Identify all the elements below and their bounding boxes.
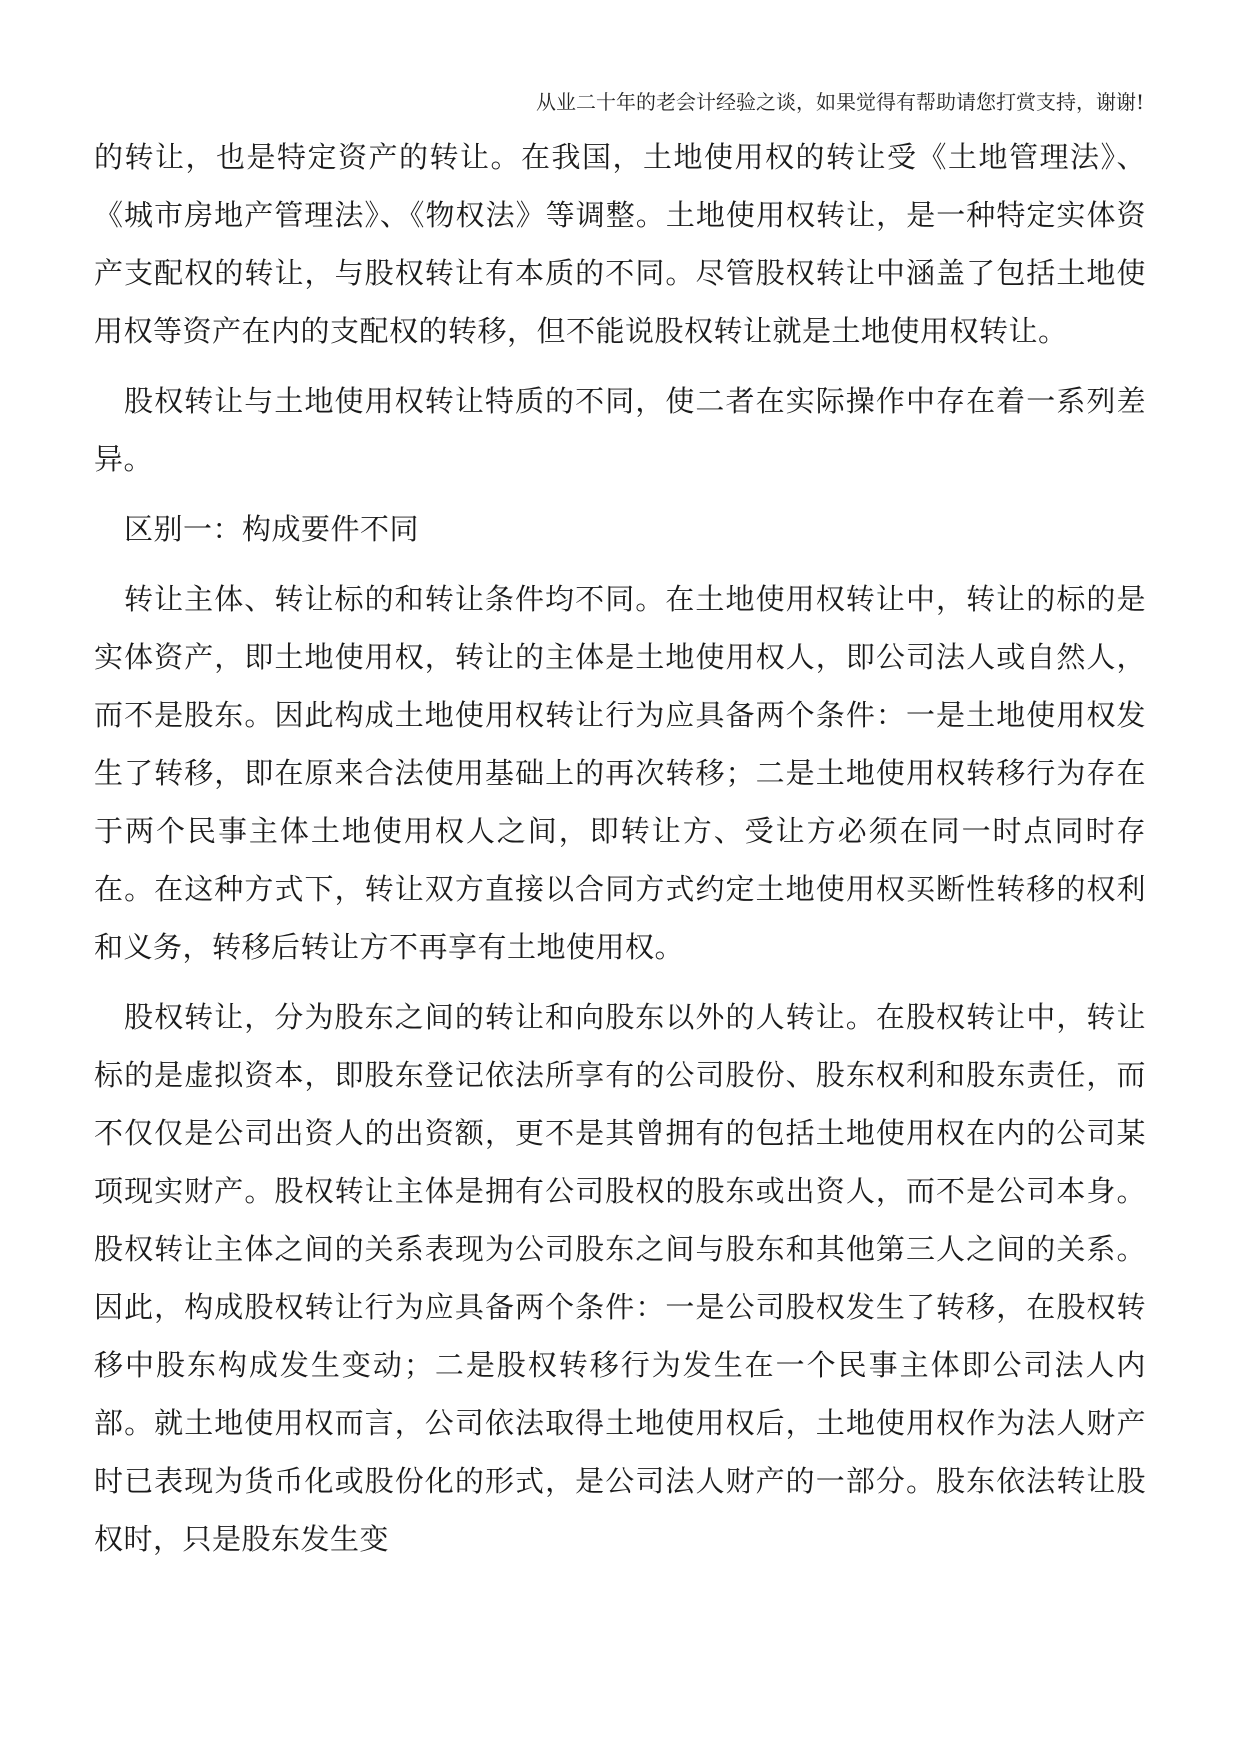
paragraph-difference-intro: 股权转让与土地使用权转让特质的不同，使二者在实际操作中存在着一系列差异。 xyxy=(94,384,1146,476)
page-header: 从业二十年的老会计经验之谈，如果觉得有帮助请您打赏支持，谢谢! xyxy=(535,90,1144,114)
section-heading-difference-one: 区别一：构成要件不同 xyxy=(124,512,420,546)
paragraph-equity-transfer: 股权转让，分为股东之间的转让和向股东以外的人转让。在股权转让中，转让标的是虚拟资本，即股东登记依法所享有的公司股份、股东权利和股东责任，而不仅仅是公司出资人的出资额，更不是其曾拥有的包括土地使用权在内的公司某项现实财产。股权转让主体是拥有公司股权的股东或出资人，而不是公司本身。股权转让主体之间的关系表现为公司股东之间与股东和其他第三人之间的关系。因此，构成股权转让行为应具备两个条件：一是公司股权发生了转移，在股权转移中股东构成发生变动；二是股权转移行为发生在一个民事主体即公司法人内部。就土地使用权而言，公司依法取得土地使用权后，土地使用权作为法人财产时已表现为货币化或股份化的形式，是公司法人财产的一部分。股东依法转让股权时，只是股东发生变 xyxy=(94,1000,1146,1556)
paragraph-continuation: 的转让，也是特定资产的转让。在我国，土地使用权的转让受《土地管理法》、《城市房地产管理法》、《物权法》等调整。土地使用权转让，是一种特定实体资产支配权的转让，与股权转让有本质的不同。尽管股权转让中涵盖了包括土地使用权等资产在内的支配权的转移，但不能说股权转让就是土地使用权转让。 xyxy=(94,140,1146,348)
paragraph-land-use-transfer: 转让主体、转让标的和转让条件均不同。在土地使用权转让中，转让的标的是实体资产，即土地使用权，转让的主体是土地使用权人，即公司法人或自然人，而不是股东。因此构成土地使用权转让行为应具备两个条件：一是土地使用权发生了转移，即在原来合法使用基础上的再次转移；二是土地使用权转移行为存在于两个民事主体土地使用权人之间，即转让方、受让方必须在同一时点同时存在。在这种方式下，转让双方直接以合同方式约定土地使用权买断性转移的权利和义务，转移后转让方不再享有土地使用权。 xyxy=(94,582,1146,964)
document-body xyxy=(94,128,1146,1580)
